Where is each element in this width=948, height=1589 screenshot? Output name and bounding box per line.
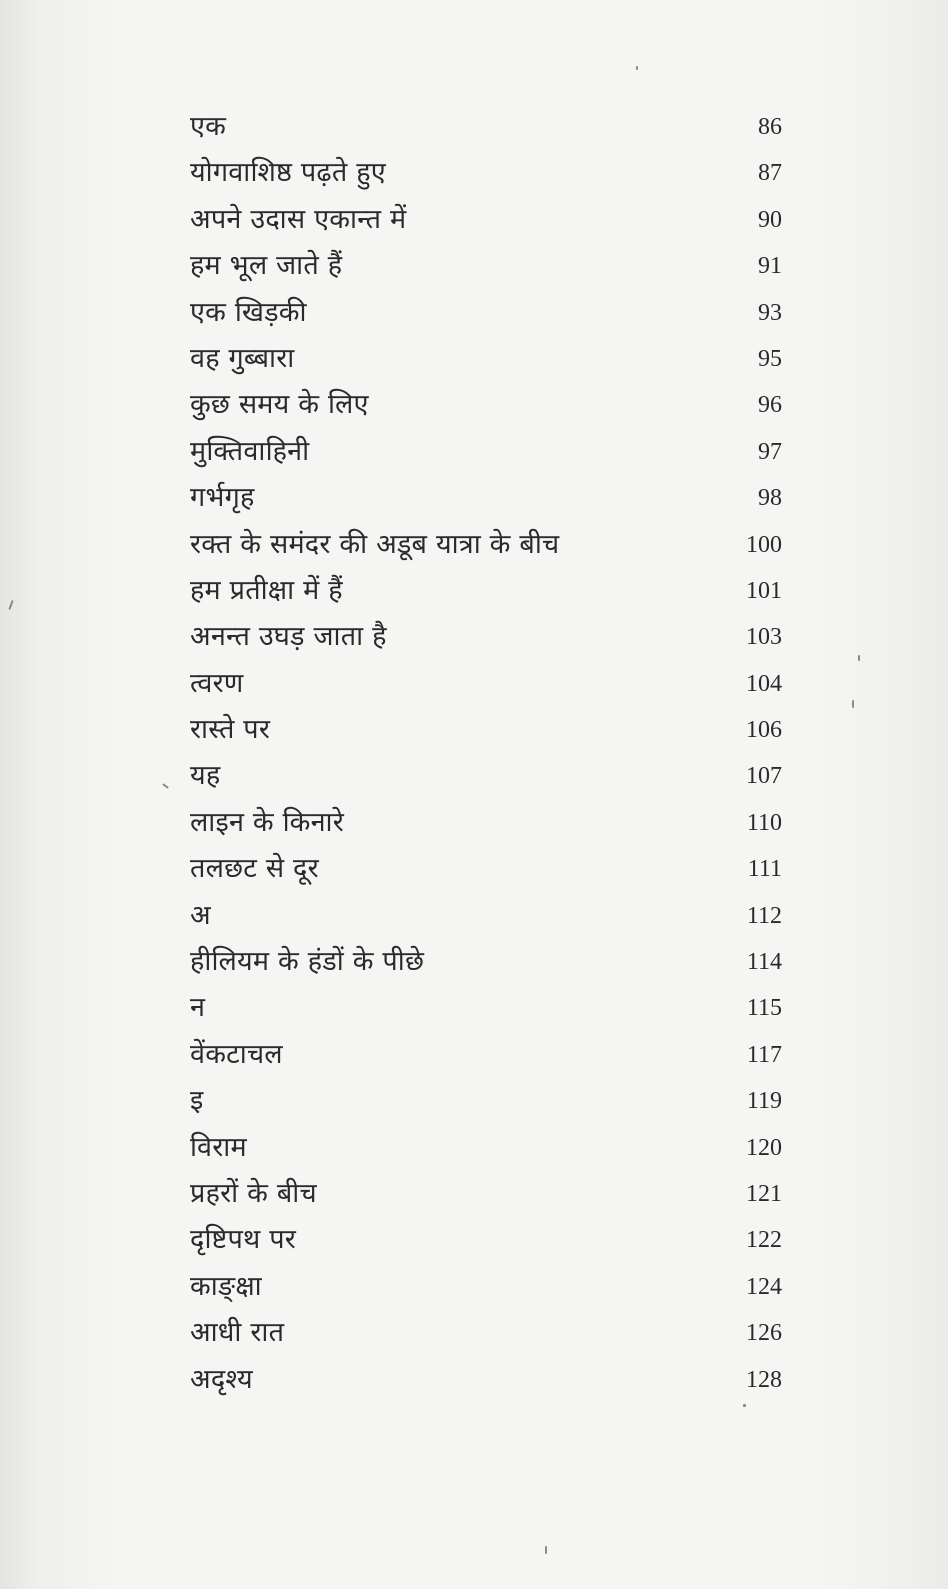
toc-entry-title: रक्त के समंदर की अडूब यात्रा के बीच xyxy=(190,528,560,560)
toc-entry xyxy=(190,1171,790,1217)
toc-entry-page-number: 91 xyxy=(758,253,782,280)
toc-entry-title: इ xyxy=(190,1085,204,1117)
toc-entry xyxy=(190,707,790,753)
toc-entry xyxy=(190,1264,790,1310)
toc-entry xyxy=(190,753,790,799)
toc-entry-page-number: 120 xyxy=(746,1134,782,1161)
toc-entry-title: लाइन के किनारे xyxy=(190,806,344,838)
toc-entry xyxy=(190,661,790,707)
toc-entry xyxy=(190,243,790,289)
toc-entry-title: काङ्क्षा xyxy=(190,1270,262,1302)
toc-entry xyxy=(190,290,790,336)
toc-entry-page-number: 101 xyxy=(746,577,782,604)
toc-entry-page-number: 122 xyxy=(746,1227,782,1254)
toc-entry-page-number: 117 xyxy=(746,1041,782,1068)
toc-entry-title: दृष्टिपथ पर xyxy=(190,1224,297,1256)
toc-entry-page-number: 112 xyxy=(746,902,782,929)
toc-entry xyxy=(190,1125,790,1171)
toc-entry-page-number: 100 xyxy=(746,531,782,558)
toc-entry xyxy=(190,150,790,196)
toc-entry-title: यह xyxy=(190,760,221,792)
toc-entry-page-number: 126 xyxy=(746,1320,782,1347)
table-of-contents xyxy=(190,104,790,1403)
toc-entry-page-number: 86 xyxy=(758,114,782,140)
toc-entry-page-number: 111 xyxy=(747,856,782,883)
toc-entry-title: तलछट से दूर xyxy=(190,853,319,885)
toc-entry-title: मुक्तिवाहिनी xyxy=(190,435,310,467)
toc-entry-title: वह गुब्बारा xyxy=(190,342,295,374)
toc-entry xyxy=(190,1357,790,1403)
toc-entry-page-number: 103 xyxy=(746,624,782,651)
toc-entry-title: योगवाशिष्ठ पढ़ते हुए xyxy=(190,157,386,189)
toc-entry xyxy=(190,104,790,150)
toc-entry xyxy=(190,893,790,939)
toc-entry xyxy=(190,1310,790,1356)
toc-entry xyxy=(190,985,790,1031)
toc-entry-page-number: 87 xyxy=(758,160,782,187)
toc-entry-page-number: 110 xyxy=(746,809,782,836)
toc-entry-page-number: 128 xyxy=(746,1366,782,1393)
toc-entry xyxy=(190,429,790,475)
toc-entry xyxy=(190,197,790,243)
toc-entry-page-number: 95 xyxy=(758,345,782,372)
toc-entry-page-number: 119 xyxy=(746,1088,782,1115)
toc-entry xyxy=(190,382,790,428)
toc-entry-title: एक खिड़की xyxy=(190,296,307,328)
toc-entry-title: अदृश्य xyxy=(190,1363,253,1395)
ink-speck xyxy=(636,66,638,70)
toc-entry-page-number: 98 xyxy=(758,485,782,512)
toc-entry-page-number: 121 xyxy=(746,1180,782,1207)
ink-speck xyxy=(858,655,860,661)
toc-entry-title: हम भूल जाते हैं xyxy=(190,250,343,282)
toc-entry-title: कुछ समय के लिए xyxy=(190,389,369,421)
ink-speck xyxy=(852,700,854,708)
ink-speck xyxy=(743,1404,746,1407)
toc-entry-title: रास्ते पर xyxy=(190,714,271,746)
toc-entry xyxy=(190,475,790,521)
toc-entry-title: एक xyxy=(190,111,227,142)
toc-entry-title: गर्भगृह xyxy=(190,482,255,514)
toc-entry xyxy=(190,336,790,382)
toc-entry xyxy=(190,522,790,568)
toc-entry-page-number: 106 xyxy=(746,717,782,744)
toc-entry xyxy=(190,939,790,985)
toc-entry-title: त्वरण xyxy=(190,667,244,699)
toc-entry-title: विराम xyxy=(190,1131,247,1163)
toc-entry-title: आधी रात xyxy=(190,1317,285,1349)
toc-entry-page-number: 93 xyxy=(758,299,782,326)
toc-entry xyxy=(190,800,790,846)
ink-speck xyxy=(162,783,169,789)
toc-entry-title: न xyxy=(190,992,206,1024)
toc-entry xyxy=(190,614,790,660)
ink-speck xyxy=(545,1546,547,1554)
toc-entry-page-number: 104 xyxy=(746,670,782,697)
toc-entry xyxy=(190,846,790,892)
toc-entry-title: हीलियम के हंडों के पीछे xyxy=(190,946,425,978)
toc-entry-title: हम प्रतीक्षा में हैं xyxy=(190,574,343,606)
toc-entry-title: वेंकटाचल xyxy=(190,1038,283,1070)
toc-entry-title: अपने उदास एकान्त में xyxy=(190,203,407,235)
toc-entry xyxy=(190,568,790,614)
toc-entry-page-number: 107 xyxy=(746,763,782,790)
toc-entry xyxy=(190,1078,790,1124)
toc-entry-title: अ xyxy=(190,899,211,931)
ink-speck xyxy=(8,600,13,610)
toc-entry xyxy=(190,1217,790,1263)
toc-entry-page-number: 114 xyxy=(746,949,782,976)
toc-entry-page-number: 97 xyxy=(758,438,782,465)
toc-entry-title: अनन्त उघड़ जाता है xyxy=(190,621,387,653)
toc-entry xyxy=(190,1032,790,1078)
toc-entry-title: प्रहरों के बीच xyxy=(190,1177,317,1209)
toc-entry-page-number: 96 xyxy=(758,392,782,419)
toc-entry-page-number: 115 xyxy=(746,995,782,1022)
toc-entry-page-number: 90 xyxy=(758,206,782,233)
toc-entry-page-number: 124 xyxy=(746,1273,782,1300)
